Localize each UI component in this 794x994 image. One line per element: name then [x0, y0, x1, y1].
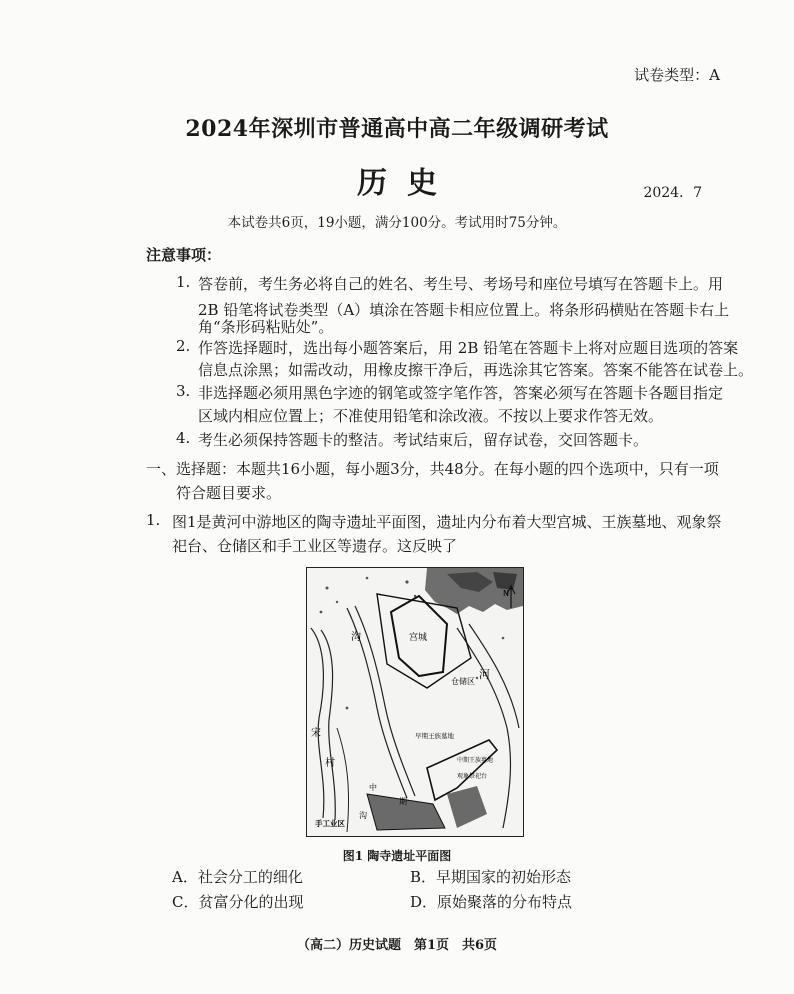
note-number: 1. [176, 273, 191, 291]
note-line: 答卷前，考生务必将自己的姓名、考生号、考场号和座位号填写在答题卡上。用 [198, 275, 724, 293]
dark-area [447, 786, 487, 828]
palace-label: 宫城 [409, 633, 428, 643]
river-line [469, 624, 519, 728]
he-label: 河 [479, 668, 490, 681]
song-label: 宋 [311, 728, 321, 739]
page-footer: （高二）历史试题 第1页 共6页 [296, 938, 498, 953]
option-d: D．原始聚落的分布特点 [410, 893, 573, 911]
note-number: 3. [176, 382, 191, 400]
gully-line [355, 606, 415, 796]
cun-label: 村 [325, 758, 335, 769]
exam-title: 2024年深圳市普通高中高二年级调研考试 [185, 116, 609, 142]
note-line: 信息点涂黑；如需改动，用橡皮擦干净后，再选涂其它答案。答案不能答在试卷上。 [198, 361, 754, 379]
subject-title: 历史 [357, 166, 457, 201]
gou-label-2: 沟 [359, 811, 367, 820]
note-line: 2B 铅笔将试卷类型（A）填涂在答题卡相应位置上。将条形码横贴在答题卡右上 [198, 301, 730, 319]
north-label: N [503, 589, 509, 598]
tomb2-label: 中期王族墓地 [457, 757, 494, 764]
section-instructions: 选择题：本题共16小题，每小题3分，共48分。在每小题的四个选项中，只有一项 [176, 460, 719, 478]
note-line: 作答选择题时，选出每小题答案后，用 2B 铅笔在答题卡上将对应题目选项的答案 [198, 339, 739, 357]
gou-label: 沟 [351, 632, 361, 643]
section-label: 一、 [146, 460, 177, 478]
note-number: 2. [176, 337, 191, 355]
gully-line [311, 628, 324, 818]
craft-label: 手工业区 [315, 819, 345, 828]
storage-label: 仓储区 [451, 677, 475, 686]
notes-heading: 注意事项： [146, 246, 222, 264]
note-line: 考生必须保持答题卡的整洁。考试结束后，留存试卷，交回答题卡。 [198, 431, 649, 449]
exam-summary: 本试卷共6页，19小题，满分100分。考试用时75分钟。 [227, 215, 567, 231]
paper-type: 试卷类型：A [634, 66, 720, 84]
qi-label: 期 [399, 797, 407, 806]
option-c: C．贫富分化的出现 [172, 893, 304, 911]
question-stem: 祀台、仓储区和手工业区等遗存。这反映了 [172, 537, 458, 555]
observatory-label: 观象祭祀台 [457, 773, 488, 780]
section-instructions: 符合题目要求。 [176, 484, 282, 502]
question-stem: 图1是黄河中游地区的陶寺遗址平面图，遗址内分布着大型宫城、王族墓地、观象祭 [172, 513, 722, 531]
note-line: 非选择题必须用黑色字迹的钢笔或签字笔作答，答案必须写在答题卡各题目指定 [198, 384, 724, 402]
site-map-figure [306, 567, 524, 837]
option-b: B．早期国家的初始形态 [410, 868, 572, 886]
option-a: A．社会分工的细化 [172, 868, 303, 886]
site-map-svg [307, 568, 523, 836]
note-line: 角“条形码粘贴处”。 [198, 318, 334, 336]
note-line: 区域内相应位置上；不准使用铅笔和涂改液。不按以上要求作答无效。 [198, 407, 664, 425]
figure-caption: 图1 陶寺遗址平面图 [342, 849, 452, 863]
exam-date: 2024．7 [643, 185, 702, 201]
zhong-label: 中 [369, 783, 377, 792]
tomb-label: 早期王族墓地 [415, 732, 454, 740]
question-number: 1. [146, 511, 161, 529]
note-number: 4. [176, 429, 191, 447]
gully-line [337, 728, 349, 832]
